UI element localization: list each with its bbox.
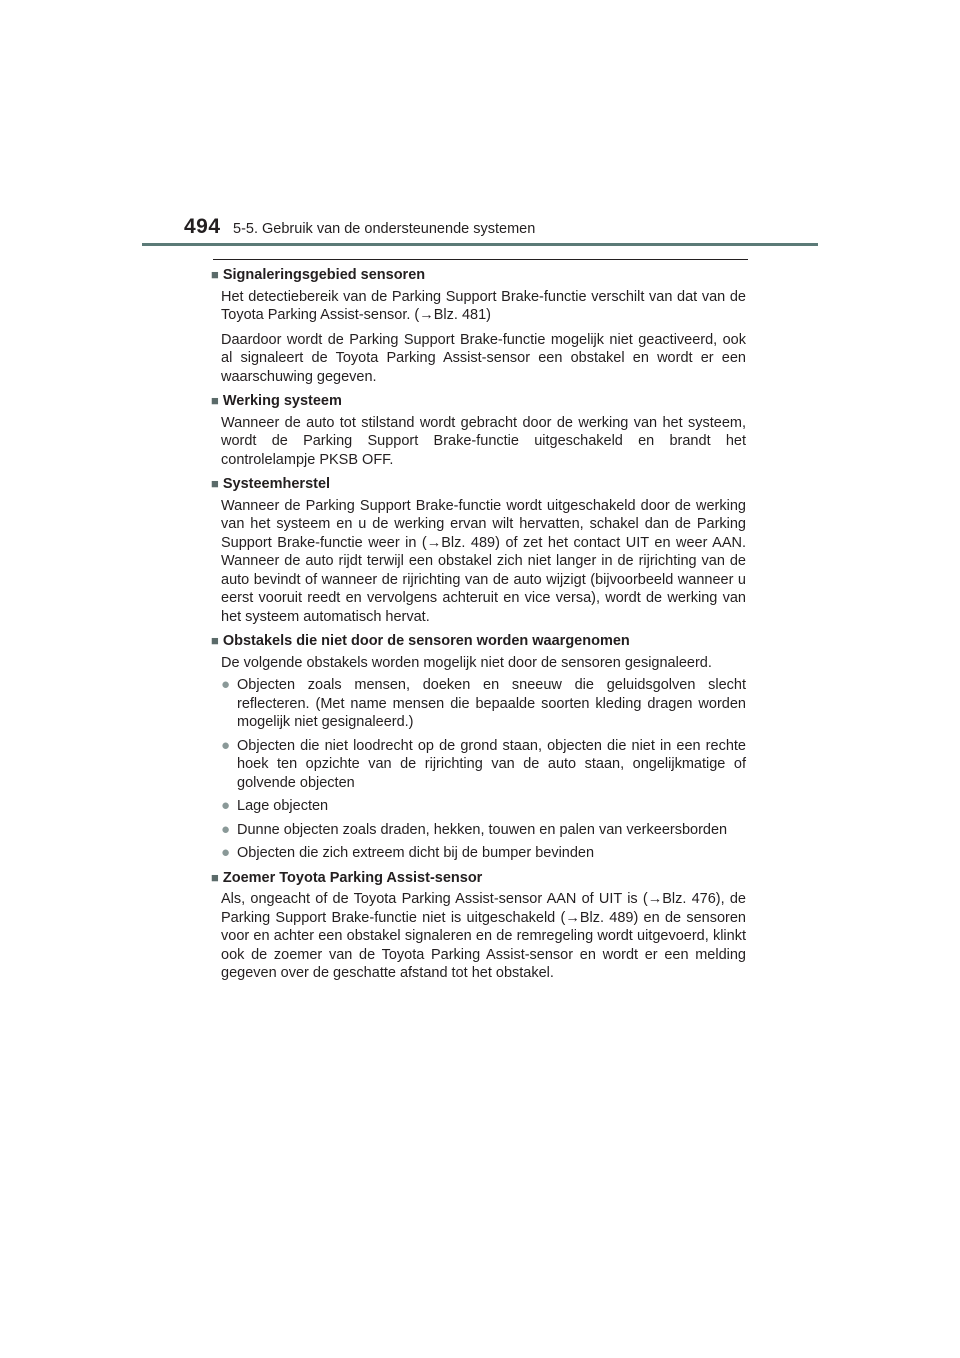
list-item bbox=[221, 737, 746, 793]
section-title: Obstakels die niet door de sensoren worden waargenomen bbox=[222, 633, 630, 649]
square-bullet-icon: ■ bbox=[211, 267, 219, 282]
list-item-text: Dunne objecten zoals draden, hekken, touwen en palen van verkeersborden bbox=[237, 821, 728, 838]
section-heading bbox=[211, 475, 746, 494]
paragraph: De volgende obstakels worden mogelijk niet door de sensoren gesignaleerd. bbox=[221, 654, 712, 671]
circle-bullet-icon: ● bbox=[221, 844, 231, 861]
section-title: Werking systeem bbox=[222, 393, 342, 409]
circle-bullet-icon: ● bbox=[221, 797, 231, 814]
section-obstakels bbox=[211, 632, 746, 863]
list-item bbox=[221, 844, 746, 863]
section-werking-systeem bbox=[211, 392, 746, 469]
obstacle-list bbox=[221, 676, 746, 863]
paragraph: Wanneer de auto tot stilstand wordt gebracht door de werking van het systeem, wordt de Parking Support Brake-functie uitgeschakeld en brandt het controlelampje PKSB OFF. bbox=[221, 414, 746, 468]
section-heading bbox=[211, 392, 746, 411]
header-rule bbox=[142, 243, 818, 246]
page-number: 494 bbox=[184, 215, 221, 238]
page-content bbox=[211, 266, 746, 989]
list-item-text: Lage objecten bbox=[237, 798, 329, 814]
chapter-title: 5-5. Gebruik van de ondersteunende systemen bbox=[233, 221, 536, 237]
list-item bbox=[221, 821, 746, 840]
section-title: Systeemherstel bbox=[222, 476, 331, 492]
section-heading bbox=[211, 632, 746, 651]
paragraph: Als, ongeacht of de Toyota Parking Assist-sensor AAN of UIT is (→Blz. 476), de Parking Support Brake-functie niet is uitgeschakeld (→Blz. 489) en de sensoren voor en achter een obstakel signaleren en de remregeling wordt uitgevoerd, klinkt ook de zoemer van de Toyota Parking Assist-sensor en wordt er een melding gegeven over de geschatte afstand tot het obstakel. bbox=[221, 891, 746, 981]
section-zoemer bbox=[211, 869, 746, 983]
square-bullet-icon: ■ bbox=[211, 869, 219, 885]
list-item-text: Objecten die niet loodrecht op de grond staan, objecten die niet in een rechte hoek ten opzichte van de rijrichting van de auto staan, ongelijkmatige of golvende objecten bbox=[237, 737, 746, 791]
paragraph: Het detectiebereik van de Parking Support Brake-functie verschilt van dat van de Toyota Parking Assist-sensor. (→Blz. 481) bbox=[221, 288, 746, 323]
section-title: Signaleringsgebied sensoren bbox=[222, 267, 426, 283]
paragraph: Daardoor wordt de Parking Support Brake-functie mogelijk niet geactiveerd, ook al signaleert de Toyota Parking Assist-sensor een obstakel en wordt er een waarschuwing gegeven. bbox=[221, 331, 746, 385]
content-divider bbox=[213, 259, 748, 260]
list-item bbox=[221, 797, 746, 816]
section-heading bbox=[211, 266, 746, 285]
section-signaleringsgebied bbox=[211, 266, 746, 386]
paragraph: Wanneer de Parking Support Brake-functie wordt uitgeschakeld door de werking van het systeem en u de werking ervan wilt hervatten, schakel dan de Parking Support Brake-functie weer in (→Blz. 489) of zet het contact UIT en weer AAN. Wanneer de auto rijdt terwijl een obstakel zich niet langer in de rijrichting van de auto bevindt of wanneer de rijrichting van de auto wijzigt (bijvoorbeeld wanneer u eerst vooruit reedt en vervolgens achteruit en vice versa), wordt de werking van het systeem automatisch hervat. bbox=[221, 497, 746, 625]
list-item-text: Objecten zoals mensen, doeken en sneeuw die geluidsgolven slecht reflecteren. (Met name mensen die bepaalde soorten kleding dragen worden mogelijk niet gesignaleerd.) bbox=[237, 677, 746, 730]
circle-bullet-icon: ● bbox=[221, 820, 231, 838]
list-item-text: Objecten die zich extreem dicht bij de bumper bevinden bbox=[237, 845, 595, 861]
section-title: Zoemer Toyota Parking Assist-sensor bbox=[222, 869, 483, 886]
square-bullet-icon: ■ bbox=[211, 633, 219, 648]
section-systeemherstel bbox=[211, 475, 746, 626]
section-heading bbox=[211, 869, 746, 888]
square-bullet-icon: ■ bbox=[211, 393, 219, 408]
square-bullet-icon: ■ bbox=[211, 476, 219, 491]
circle-bullet-icon: ● bbox=[221, 676, 231, 693]
circle-bullet-icon: ● bbox=[221, 736, 231, 754]
list-item bbox=[221, 676, 746, 732]
